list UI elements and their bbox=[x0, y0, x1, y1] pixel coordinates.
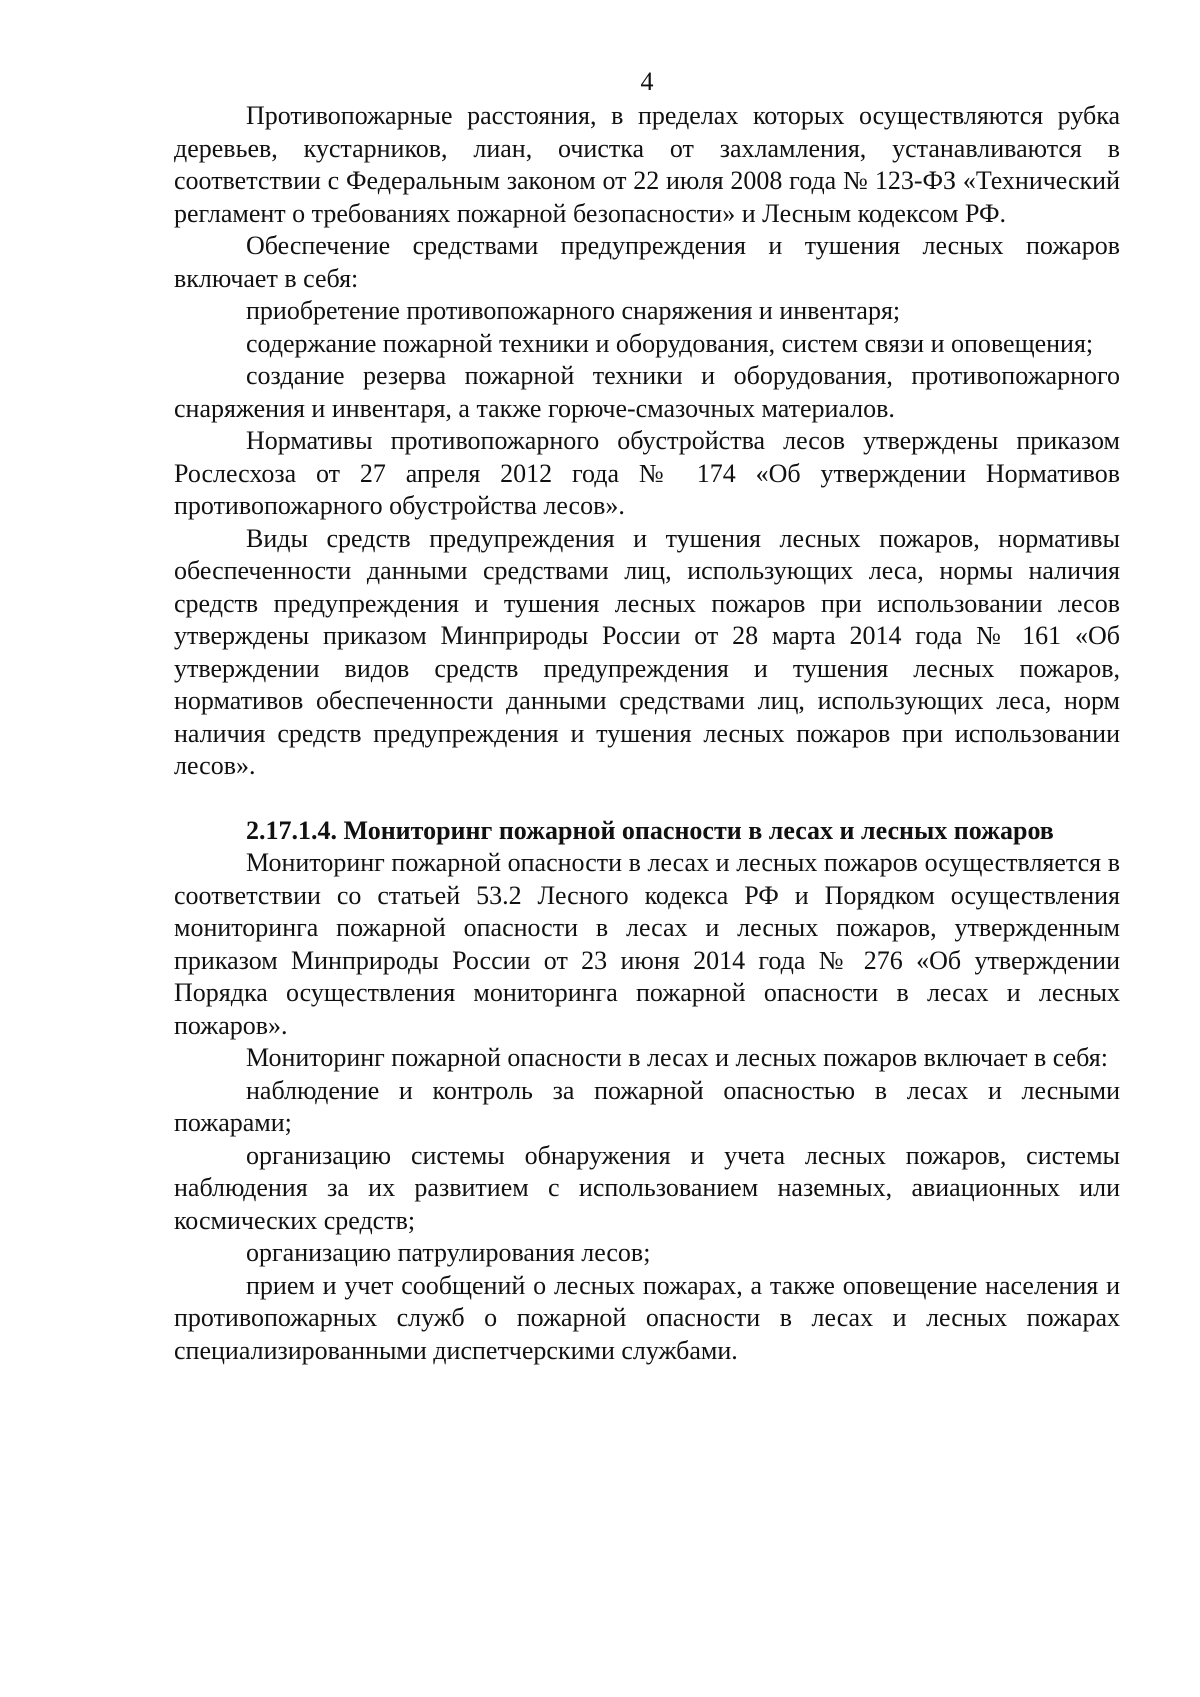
list-item-acquisition: приобретение противопожарного снаряжения и инвентаря; bbox=[246, 296, 901, 325]
list-item-observation: наблюдение и контроль за пожарной опасностью в лесах и лесными пожарами; bbox=[174, 1075, 1120, 1137]
list-item-maintenance: содержание пожарной техники и оборудования, систем связи и оповещения; bbox=[246, 328, 1094, 358]
paragraph-means-types: Виды средств предупреждения и тушения лесных пожаров, нормативы обеспеченности данными средствами лиц, использующих леса, нормы наличия средств предупреждения и тушения лесных пожаров при использовании лесов утверждены приказом Минприроды России от 28 марта 2014 года № 161 «Об утверждении видов средств предупреждения и тушения лесных пожаров, нормативов обеспеченности данными средствами лиц, использующих леса, норм наличия средств предупреждения и тушения лесных пожаров при использовании лесов». bbox=[174, 523, 1120, 780]
list-item-detection-system: организацию системы обнаружения и учета лесных пожаров, системы наблюдения за их развитием с использованием наземных, авиационных или космических средств; bbox=[174, 1140, 1120, 1235]
page-number: 4 bbox=[640, 67, 654, 96]
paragraph-monitoring-includes: Мониторинг пожарной опасности в лесах и лесных пожаров включает в себя: bbox=[246, 1043, 1108, 1072]
paragraph-standards: Нормативы противопожарного обустройства лесов утверждены приказом Рослесхоза от 27 апреля 2012 года № 174 «Об утверждении Нормативов противопожарного обустройства лесов». bbox=[174, 426, 1120, 520]
list-item-reserve: создание резерва пожарной техники и оборудования, противопожарного снаряжения и инвентаря, а также горюче-смазочных материалов. bbox=[174, 361, 1120, 423]
section-heading: 2.17.1.4. Мониторинг пожарной опасности в лесах и лесных пожаров bbox=[246, 815, 1054, 845]
paragraph-monitoring-basis: Мониторинг пожарной опасности в лесах и лесных пожаров осуществляется в соответствии со статьей 53.2 Лесного кодекса РФ и Порядком осуществления мониторинга пожарной опасности в лесах и лесных пожаров, утвержденным приказом Минприроды России от 23 июня 2014 года № 276 «Об утверждении Порядка осуществления мониторинга пожарной опасности в лесах и лесных пожаров». bbox=[174, 848, 1120, 1040]
list-item-reports: прием и учет сообщений о лесных пожарах, а также оповещение населения и противопожарных служб о пожарной опасности в лесах и лесных пожарах специализированными диспетчерскими службами. bbox=[174, 1270, 1120, 1365]
paragraph-equipment-provision: Обеспечение средствами предупреждения и тушения лесных пожаров включает в себя: bbox=[174, 231, 1120, 293]
paragraph-fire-distances: Противопожарные расстояния, в пределах которых осуществляются рубка деревьев, кустарников, лиан, очистка от захламления, устанавливаются в соответствии с Федеральным законом от 22 июля 2008 года № 123-ФЗ «Технический регламент о требованиях пожарной безопасности» и Лесным кодексом РФ. bbox=[174, 101, 1120, 228]
list-item-patrolling: организацию патрулирования лесов; bbox=[246, 1238, 651, 1267]
document-page bbox=[174, 66, 1120, 1367]
